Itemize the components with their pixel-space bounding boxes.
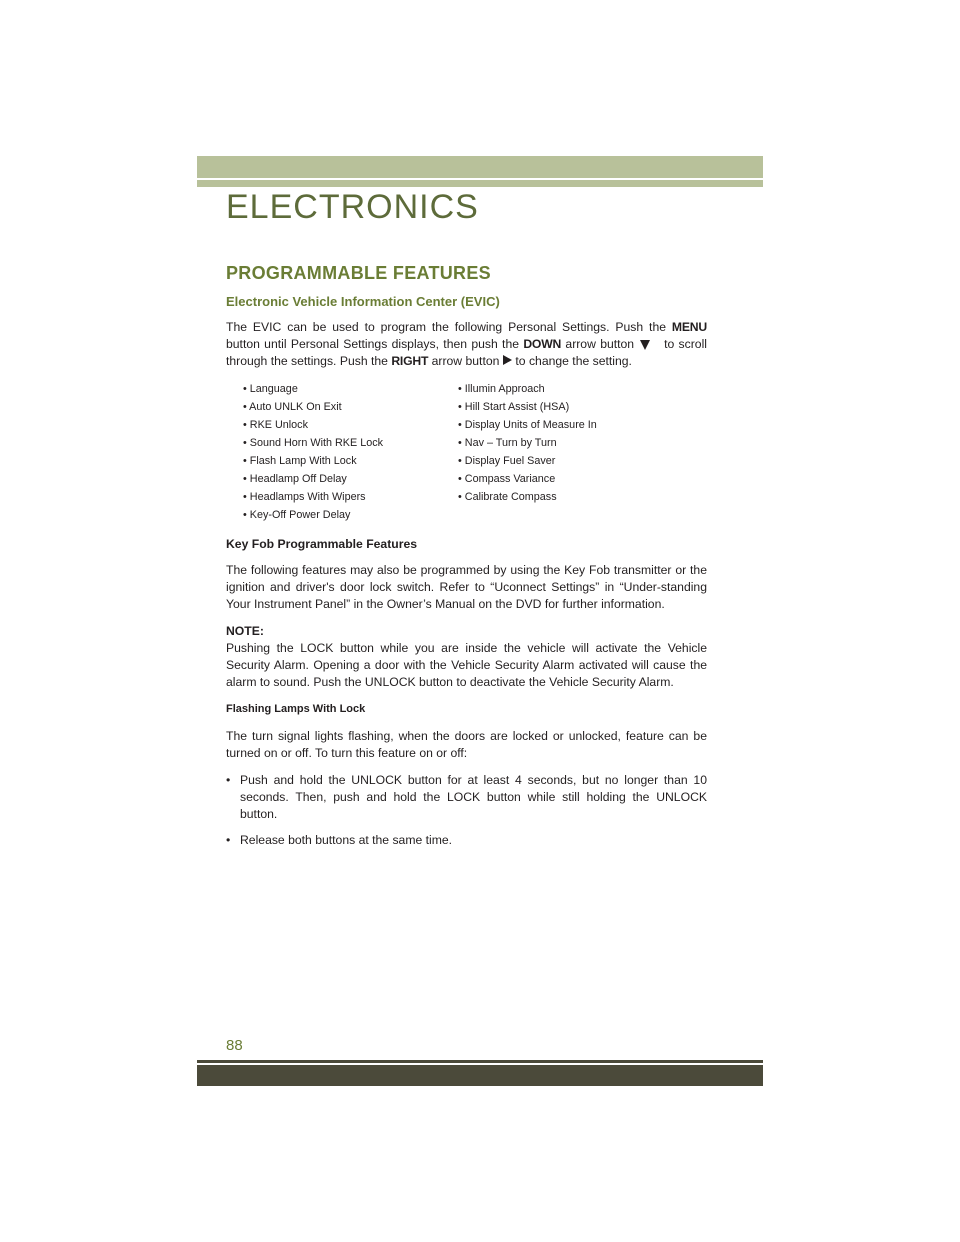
feature-item: • Sound Horn With RKE Lock — [243, 437, 384, 449]
footer-rule — [197, 1060, 763, 1063]
right-arrow-icon — [503, 355, 512, 365]
feature-item: • Illumin Approach — [458, 383, 545, 395]
page-content — [226, 265, 707, 858]
feature-list — [226, 380, 707, 524]
feature-item: • Key-Off Power Delay — [243, 509, 351, 521]
feature-item: • RKE Unlock — [243, 419, 308, 431]
instruction-list — [226, 772, 707, 849]
note-paragraph: Pushing the LOCK button while you are inside the vehicle will activate the Vehicle Security Alarm. Opening a door with the Vehicle Security Alarm activated will cause the alarm to sound. Push the UNLOCK button to deactivate the Vehicle Security Alarm. — [226, 641, 707, 689]
feature-item: • Display Units of Measure In — [458, 419, 597, 431]
down-arrow-icon — [640, 340, 650, 350]
feature-item: • Headlamp Off Delay — [243, 473, 347, 485]
page-number: 88 — [226, 1037, 243, 1054]
header-band — [197, 156, 763, 178]
feature-item: • Compass Variance — [458, 473, 556, 485]
feature-item: • Flash Lamp With Lock — [243, 455, 357, 467]
keyfob-heading: Key Fob Programmable Features — [226, 537, 417, 551]
feature-item: • Calibrate Compass — [458, 491, 557, 503]
header-rule — [197, 180, 763, 187]
section-title: ELECTRONICS — [226, 188, 479, 226]
feature-item: • Headlamps With Wipers — [243, 491, 366, 503]
feature-item: • Hill Start Assist (HSA) — [458, 401, 570, 413]
menu-button-label: MENU — [671, 320, 707, 334]
flashing-paragraph: The turn signal lights flashing, when the doors are locked or unlocked, feature can be turned on or off. To turn this feature on or off: — [226, 729, 707, 760]
list-item: • Release both buttons at the same time. — [226, 833, 453, 847]
list-item: • Push and hold the UNLOCK button for at least 4 seconds, but no longer than 10 seconds. Then, push and hold the LOCK button while still holding the UNLOCK button. — [226, 773, 707, 821]
note-label: NOTE: — [226, 624, 264, 638]
feature-item: • Display Fuel Saver — [458, 455, 556, 467]
down-button-label: DOWN — [523, 337, 562, 351]
subsection-title: Electronic Vehicle Information Center (EVIC) — [226, 294, 500, 309]
bullet-icon: • — [226, 833, 231, 847]
flashing-heading: Flashing Lamps With Lock — [226, 703, 366, 715]
keyfob-paragraph: The following features may also be programmed by using the Key Fob transmitter or the ignition and driver's door lock switch. Refer to “Uconnect Settings” in “Under-standing Your Instrument Panel” in the Owner’s Manual on the DVD for further information. — [226, 563, 707, 611]
intro-paragraph: The EVIC can be used to program the following Personal Settings. Push the MENU button until Personal Settings displays, then push the DOWN arrow button to scroll through the settings. Push the RIGHT arrow button to change the setting. — [226, 320, 707, 368]
page-title: PROGRAMMABLE FEATURES — [226, 263, 491, 283]
right-button-label: RIGHT — [391, 354, 429, 368]
feature-item: • Nav – Turn by Turn — [458, 437, 557, 449]
feature-item: • Language — [243, 383, 298, 395]
footer-band — [197, 1065, 763, 1086]
bullet-icon: • — [226, 773, 231, 787]
feature-item: • Auto UNLK On Exit — [243, 401, 342, 413]
